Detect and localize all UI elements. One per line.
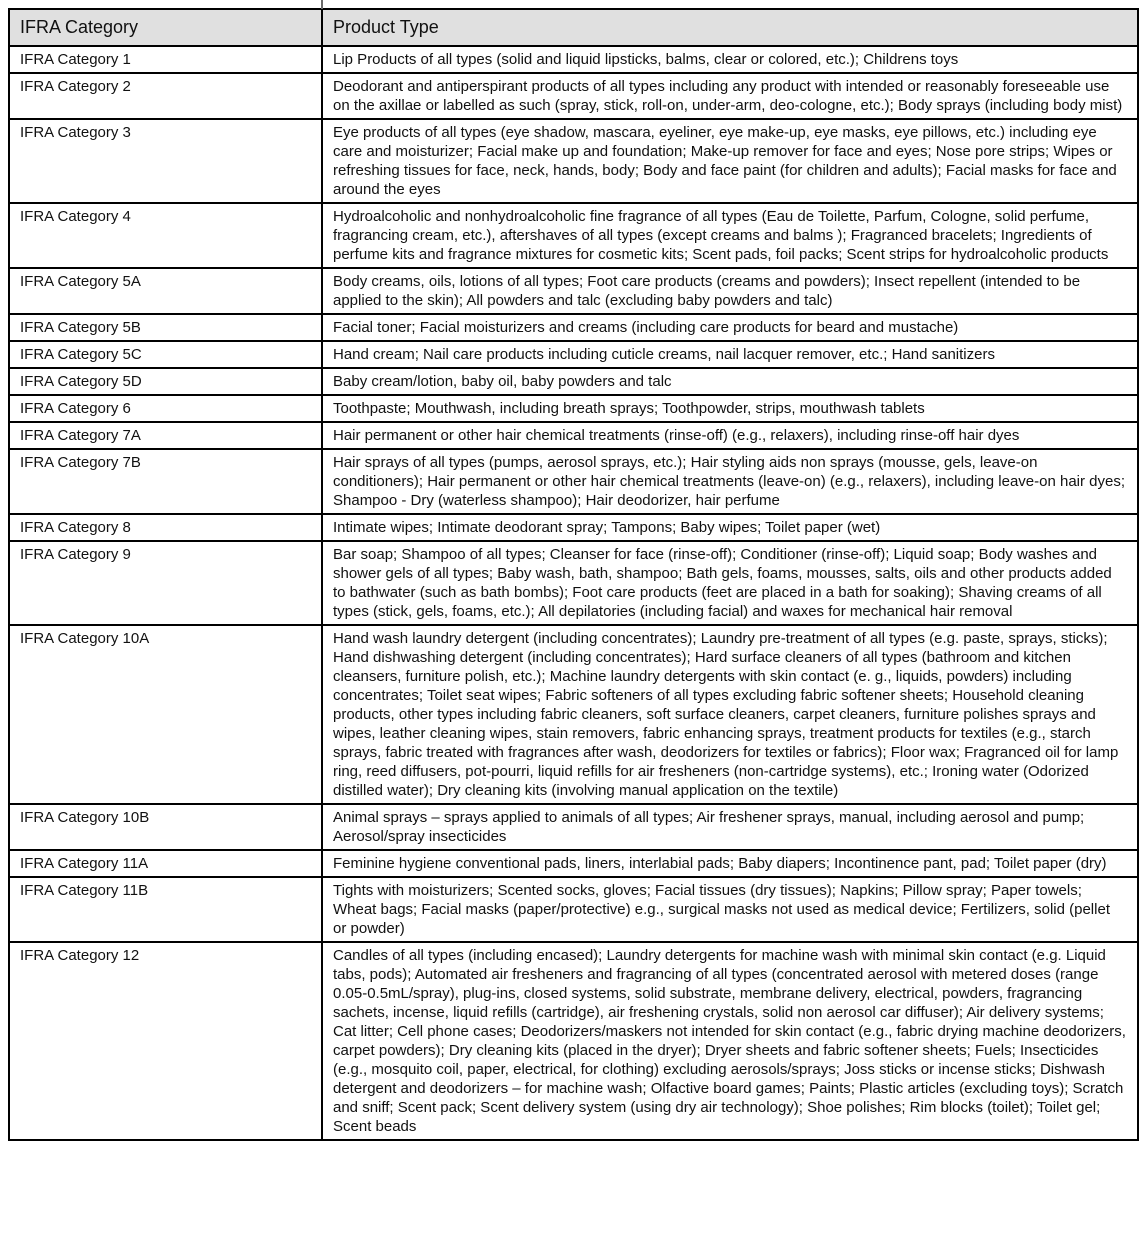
table-row: [9, 514, 1138, 541]
table-row: [9, 46, 1138, 73]
product-type-cell: Toothpaste; Mouthwash, including breath sprays; Toothpowder, strips, mouthwash tablets: [322, 395, 1138, 422]
ifra-category-cell: IFRA Category 3: [9, 119, 322, 203]
ifra-category-cell: IFRA Category 8: [9, 514, 322, 541]
ifra-category-cell: IFRA Category 11B: [9, 877, 322, 942]
ifra-category-cell: IFRA Category 7A: [9, 422, 322, 449]
table-row: [9, 449, 1138, 514]
ifra-category-cell: IFRA Category 2: [9, 73, 322, 119]
table-row: [9, 942, 1138, 1140]
ifra-category-cell: IFRA Category 7B: [9, 449, 322, 514]
table-row: [9, 422, 1138, 449]
ifra-category-cell: IFRA Category 10A: [9, 625, 322, 804]
ifra-category-table: [8, 8, 1139, 1141]
ifra-category-cell: IFRA Category 4: [9, 203, 322, 268]
ifra-category-cell: IFRA Category 11A: [9, 850, 322, 877]
product-type-cell: Tights with moisturizers; Scented socks, gloves; Facial tissues (dry tissues); Napkins; Pillow spray; Paper towels; Wheat bags; Facial masks (paper/protective) e.g., surgical masks not used as medical device; Fertilizers, solid (pellet or powder): [322, 877, 1138, 942]
product-type-cell: Eye products of all types (eye shadow, mascara, eyeliner, eye make-up, eye masks, eye pillows, etc.) including eye care and moisturizer; Facial make up and foundation; Make-up remover for face and eyes; Nose pore strips; Wipes or refreshing tissues for face, neck, hands, body; Body and face paint (for children and adults); Facial masks for face and around the eyes: [322, 119, 1138, 203]
table-row: [9, 541, 1138, 625]
product-type-cell: Animal sprays – sprays applied to animals of all types; Air freshener sprays, manual, including aerosol and pump; Aerosol/spray insecticides: [322, 804, 1138, 850]
table-row: [9, 395, 1138, 422]
table-row: [9, 368, 1138, 395]
ifra-category-cell: IFRA Category 6: [9, 395, 322, 422]
table-row: [9, 119, 1138, 203]
product-type-cell: Hair permanent or other hair chemical treatments (rinse-off) (e.g., relaxers), including rinse-off hair dyes: [322, 422, 1138, 449]
table-row: [9, 268, 1138, 314]
ifra-category-cell: IFRA Category 5D: [9, 368, 322, 395]
product-type-cell: Hand wash laundry detergent (including concentrates); Laundry pre-treatment of all types (e.g. paste, sprays, sticks); Hand dishwashing detergent (including concentrates); Hard surface cleaners of all types (bathroom and kitchen cleansers, furniture polish, etc.); Machine laundry detergents with skin contact (e. g., liquids, powders) including concentrates; Toilet seat wipes; Fabric softeners of all types excluding fabric softener sheets; Household cleaning products, other types including fabric cleaners, soft surface cleaners, carpet cleaners, furniture polishes sprays and wipes, leather cleaning wipes, stain removers, fabric enhancing sprays, treatment products for textiles (e.g., starch sprays, fabric treated with fragrances after wash, deodorizers for textiles or fabrics); Floor wax; Fragranced oil for lamp ring, reed diffusers, pot-pourri, liquid refills for air fresheners (non-cartridge systems), etc.; Ironing water (Odorized distilled water); Dry cleaning kits (involving manual application on the textile): [322, 625, 1138, 804]
ifra-category-cell: IFRA Category 5C: [9, 341, 322, 368]
product-type-cell: Hand cream; Nail care products including cuticle creams, nail lacquer remover, etc.; Hand sanitizers: [322, 341, 1138, 368]
column-header-product-type: Product Type: [322, 9, 1138, 46]
ifra-category-cell: IFRA Category 5B: [9, 314, 322, 341]
ifra-category-cell: IFRA Category 1: [9, 46, 322, 73]
table-row: [9, 804, 1138, 850]
product-type-cell: Bar soap; Shampoo of all types; Cleanser for face (rinse-off); Conditioner (rinse-off); Liquid soap; Body washes and shower gels of all types; Baby wash, bath, shampoo; Bath gels, foams, mousses, salts, oils and other products added to bathwater (such as bath bombs); Foot care products (feet are placed in a bath for soaking); Shaving creams of all types (stick, gels, foams, etc.); All depilatories (including facial) and waxes for mechanical hair removal: [322, 541, 1138, 625]
column-header-ifra-category: IFRA Category: [9, 9, 322, 46]
product-type-cell: Candles of all types (including encased); Laundry detergents for machine wash with minimal skin contact (e.g. Liquid tabs, pods); Automated air fresheners and fragrancing of all types (concentrated aerosol with metered doses (range 0.05-0.5mL/spray), plug-ins, closed systems, solid substrate, membrane delivery, electrical, powders, fragrancing sachets, incense, liquid refills (cartridge), air freshening crystals, solid non aerosol car diffuser); Air delivery systems; Cat litter; Cell phone cases; Deodorizers/maskers not intended for skin contact (e.g., fabric drying machine deodorizers, carpet powders); Dry cleaning kits (placed in the dryer); Dryer sheets and fabric softener sheets; Fuels; Insecticides (e.g., mosquito coil, paper, electrical, for clothing) excluding aerosols/sprays; Joss sticks or incense sticks; Dishwash detergent and deodorizers – for machine wash; Olfactive board games; Paints; Plastic articles (excluding toys); Scratch and sniff; Scent pack; Scent delivery system (using dry air technology); Shoe polishes; Rim blocks (toilet); Toilet gel; Scent beads: [322, 942, 1138, 1140]
ifra-category-cell: IFRA Category 10B: [9, 804, 322, 850]
product-type-cell: Hydroalcoholic and nonhydroalcoholic fine fragrance of all types (Eau de Toilette, Parfum, Cologne, solid perfume, fragrancing cream, etc.), aftershaves of all types (except creams and balms ); Fragranced bracelets; Ingredients of perfume kits and fragrance mixtures for cosmetic kits; Scent pads, foil packs; Scent strips for hydroalcoholic products: [322, 203, 1138, 268]
table-row: [9, 203, 1138, 268]
ifra-category-cell: IFRA Category 9: [9, 541, 322, 625]
product-type-cell: Hair sprays of all types (pumps, aerosol sprays, etc.); Hair styling aids non sprays (mousse, gels, leave-on conditioners); Hair permanent or other hair chemical treatments (leave-on) (e.g., relaxers), including leave-on hair dyes; Shampoo - Dry (waterless shampoo); Hair deodorizer, hair perfume: [322, 449, 1138, 514]
product-type-cell: Baby cream/lotion, baby oil, baby powders and talc: [322, 368, 1138, 395]
header-row: [9, 9, 1138, 46]
product-type-cell: Feminine hygiene conventional pads, liners, interlabial pads; Baby diapers; Incontinence pant, pad; Toilet paper (dry): [322, 850, 1138, 877]
ifra-category-cell: IFRA Category 5A: [9, 268, 322, 314]
product-type-cell: Facial toner; Facial moisturizers and creams (including care products for beard and mustache): [322, 314, 1138, 341]
table-row: [9, 73, 1138, 119]
table-row: [9, 877, 1138, 942]
product-type-cell: Body creams, oils, lotions of all types; Foot care products (creams and powders); Insect repellent (intended to be applied to the skin); All powders and talc (excluding baby powders and talc): [322, 268, 1138, 314]
table-row: [9, 314, 1138, 341]
product-type-cell: Intimate wipes; Intimate deodorant spray; Tampons; Baby wipes; Toilet paper (wet): [322, 514, 1138, 541]
ifra-category-cell: IFRA Category 12: [9, 942, 322, 1140]
table-body: [9, 46, 1138, 1140]
table-row: [9, 341, 1138, 368]
product-type-cell: Deodorant and antiperspirant products of all types including any product with intended or reasonably foreseeable use on the axillae or labelled as such (spray, stick, roll-on, under-arm, deo-cologne, etc.); Body sprays (including body mist): [322, 73, 1138, 119]
product-type-cell: Lip Products of all types (solid and liquid lipsticks, balms, clear or colored, etc.); Childrens toys: [322, 46, 1138, 73]
table-row: [9, 850, 1138, 877]
table-row: [9, 625, 1138, 804]
column-divider-artifact: [321, 0, 323, 9]
